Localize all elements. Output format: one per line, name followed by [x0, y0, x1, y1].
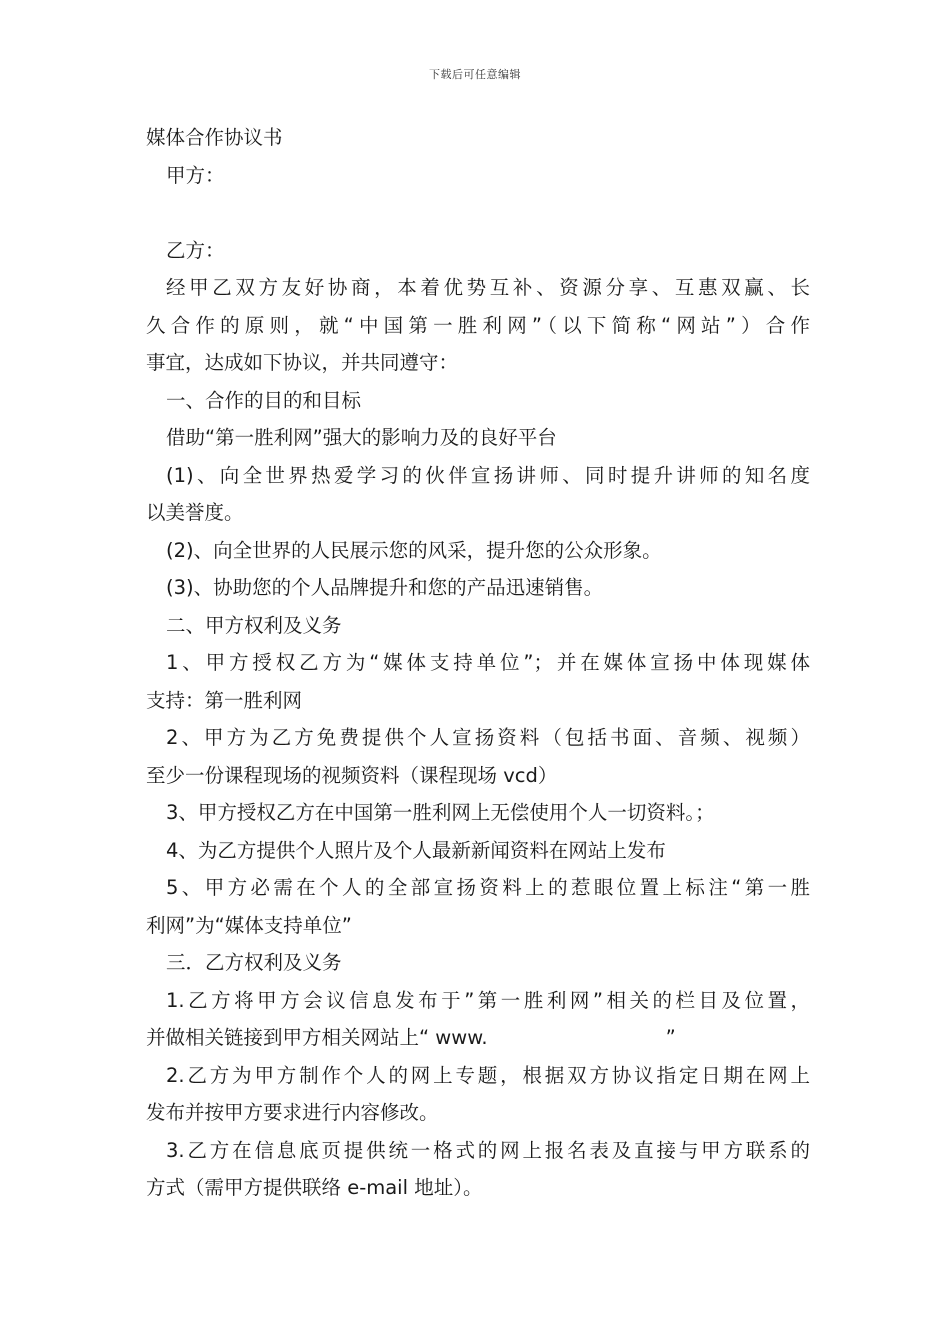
- section-2-title: 二、甲方权利及义务: [166, 613, 342, 637]
- section-2-item-5-line-2: 利网”为“媒体支持单位”: [146, 913, 352, 937]
- section-3-item-3-line-2: 方式（需甲方提供联络 e-mail 地址）。: [146, 1176, 483, 1199]
- section-3-item-1-line-2: [146, 1019, 810, 1057]
- section-3-title: 三．乙方权利及义务: [166, 951, 342, 974]
- section-2-item-4: 4、为乙方提供个人照片及个人最新新闻资料在网站上发布: [166, 838, 666, 862]
- document-title: 媒体合作协议书: [146, 126, 283, 149]
- blank-line: [146, 194, 810, 232]
- section-2-item-1-line-1: 1、甲方授权乙方为“媒体支持单位”；并在媒体宣扬中体现媒体: [166, 651, 810, 674]
- section-3-item-2-line-1: 2.乙方为甲方制作个人的网上专题，根据双方协议指定日期在网上: [166, 1063, 810, 1087]
- page-header: 下载后可任意编辑: [429, 68, 521, 81]
- url-prefix: 并做相关链接到甲方相关网站上“ www.: [146, 1026, 488, 1049]
- section-1-item-3: (3)、协助您的个人品牌提升和您的产品迅速销售。: [166, 576, 604, 599]
- section-1-lead: 借助“第一胜利网”强大的影响力及的良好平台: [166, 426, 557, 449]
- section-3-item-3-line-1: 3.乙方在信息底页提供统一格式的网上报名表及直接与甲方联系的: [166, 1138, 810, 1162]
- intro-line-1: 经甲乙双方友好协商，本着优势互补、资源分享、互惠双赢、长: [166, 276, 810, 299]
- section-1-item-2: (2)、向全世界的人民展示您的风采，提升您的公众形象。: [166, 538, 662, 562]
- section-2-item-2-line-1: 2、甲方为乙方免费提供个人宣扬资料（包括书面、音频、视频）: [166, 726, 810, 749]
- document-body: [146, 119, 810, 1207]
- url-close-quote: ”: [665, 1026, 676, 1049]
- party-a-label: 甲方：: [166, 163, 225, 187]
- section-1-item-1-line-2: 以美誉度。: [146, 501, 244, 524]
- intro-line-2: 久合作的原则，就“中国第一胜利网”（以下简称“网站”）合作: [146, 313, 810, 337]
- section-2-item-1-line-2: 支持：第一胜利网: [146, 688, 303, 712]
- section-2-item-5-line-1: 5、甲方必需在个人的全部宣扬资料上的惹眼位置上标注“第一胜: [166, 876, 810, 899]
- party-b-label: 乙方：: [166, 238, 225, 262]
- section-2-item-3: 3、甲方授权乙方在中国第一胜利网上无偿使用个人一切资料。；: [166, 801, 715, 824]
- section-1-title: 一、合作的目的和目标: [166, 388, 362, 412]
- intro-line-3: 事宜，达成如下协议，并共同遵守：: [146, 351, 459, 374]
- section-3-item-2-line-2: 发布并按甲方要求进行内容修改。: [146, 1101, 439, 1124]
- section-3-item-1-line-1: 1.乙方将甲方会议信息发布于”第一胜利网”相关的栏目及位置，: [166, 988, 810, 1012]
- section-2-item-2-line-2: 至少一份课程现场的视频资料（课程现场 vcd）: [146, 763, 558, 787]
- section-1-item-1-line-1: (1)、向全世界热爱学习的伙伴宣扬讲师、同时提升讲师的知名度: [166, 463, 810, 487]
